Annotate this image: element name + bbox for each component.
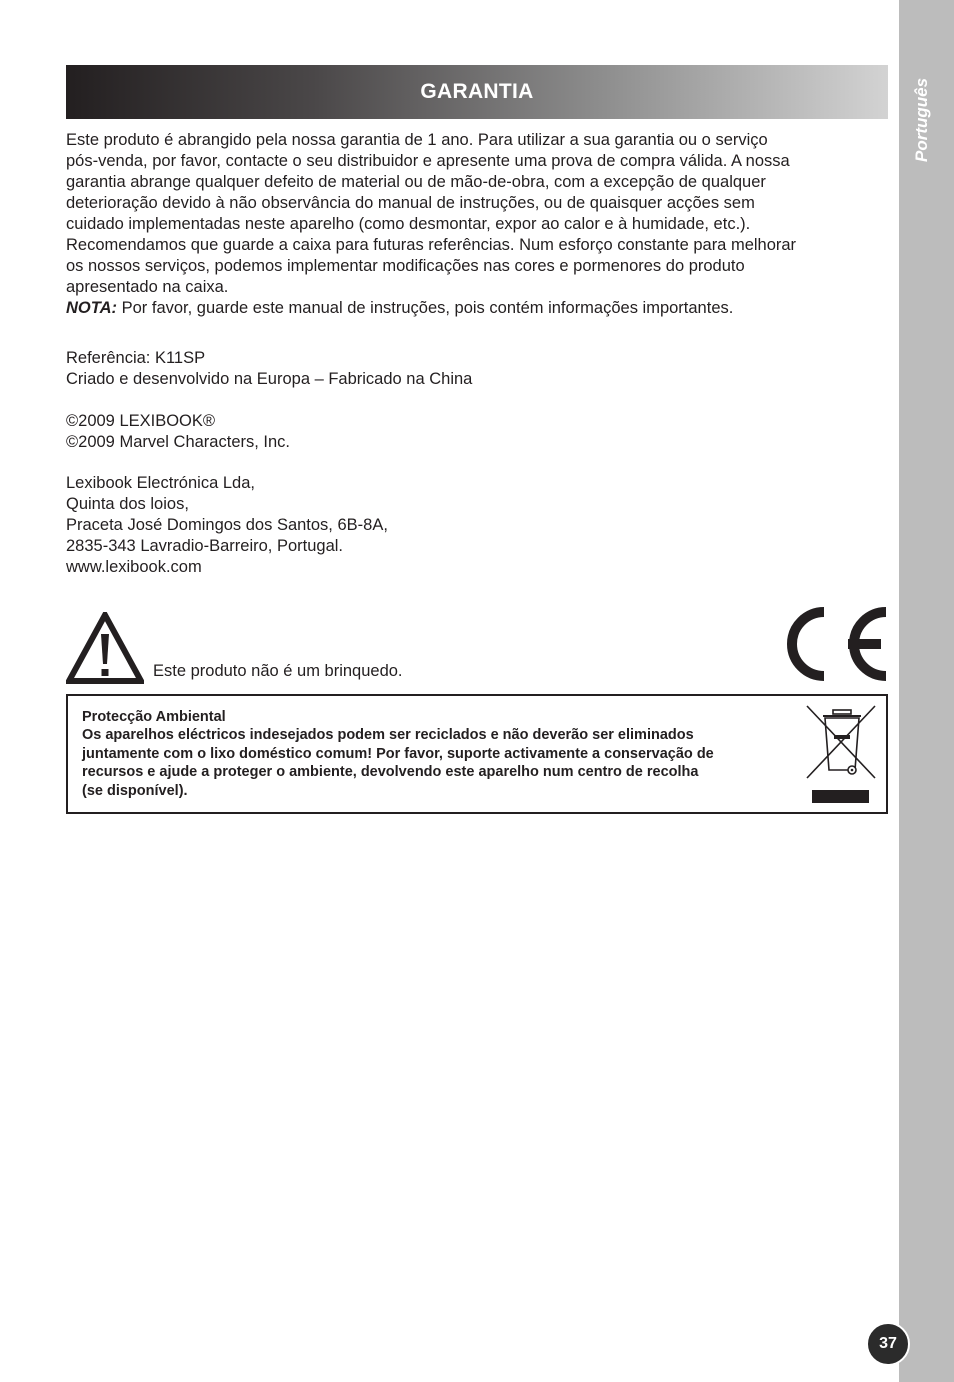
address-line: Quinta dos loios, <box>66 495 189 513</box>
address-line: Lexibook Electrónica Lda, <box>66 474 255 492</box>
page-number: 37 <box>866 1322 910 1366</box>
warning-triangle-icon <box>66 612 144 684</box>
copyright-line: ©2009 LEXIBOOK® <box>66 412 216 430</box>
note-text: Por favor, guarde este manual de instruções, pois contém informações importantes. <box>117 299 734 317</box>
environment-line: Os aparelhos eléctricos indesejados podem ser reciclados e não deverão ser eliminados <box>82 727 694 744</box>
reference-block <box>66 348 472 390</box>
warning-text: Este produto não é um brinquedo. <box>153 662 403 680</box>
warranty-line: pós-venda, por favor, contacte o seu distribuidor e apresente uma prova de compra válida. A nossa <box>66 152 790 170</box>
warranty-line: cuidado implementadas neste aparelho (como desmontar, expor ao calor e à humidade, etc.). <box>66 215 751 233</box>
model-reference: Referência: K11SP <box>66 349 206 367</box>
address-line: Praceta José Domingos dos Santos, 6B-8A, <box>66 516 388 534</box>
warranty-line: Recomendamos que guarde a caixa para futuras referências. Num esforço constante para melhorar <box>66 236 797 254</box>
environment-notice <box>66 694 888 814</box>
copyright-line: ©2009 Marvel Characters, Inc. <box>66 433 290 451</box>
environment-line: recursos e ajude a proteger o ambiente, devolvendo este aparelho num centro de recolha <box>82 764 699 781</box>
warranty-line: garantia abrange qualquer defeito de material ou de mão-de-obra, com a excepção de qualquer <box>66 173 766 191</box>
environment-line: (se disponível). <box>82 782 188 799</box>
warranty-line: deterioração devido à não observância do manual de instruções, ou de quaisquer acções sem <box>66 194 755 212</box>
environment-line: juntamente com o lixo doméstico comum! Por favor, suporte activamente a conservação de <box>82 745 714 762</box>
environment-title: Protecção Ambiental <box>82 709 226 725</box>
copyright-block <box>66 411 290 453</box>
website-link[interactable]: www.lexibook.com <box>66 558 202 576</box>
crossed-out-bin-icon <box>805 704 879 780</box>
section-header <box>66 65 888 119</box>
side-language-tab <box>899 0 954 1382</box>
section-title: GARANTIA <box>420 80 534 103</box>
side-language-label: Português <box>912 77 931 162</box>
note-line <box>66 298 881 319</box>
origin-text: Criado e desenvolvido na Europa – Fabricado na China <box>66 370 473 388</box>
ce-mark-icon <box>776 604 888 684</box>
environment-text <box>82 708 792 800</box>
address-line: 2835-343 Lavradio-Barreiro, Portugal. <box>66 537 343 555</box>
warranty-line: apresentado na caixa. <box>66 278 229 296</box>
warranty-line: os nossos serviços, podemos implementar modificações nas cores e pormenores do produto <box>66 257 745 275</box>
warranty-text <box>66 130 881 319</box>
note-label: NOTA: <box>66 299 118 317</box>
bin-underline-bar <box>812 790 869 803</box>
warranty-line: Este produto é abrangido pela nossa garantia de 1 ano. Para utilizar a sua garantia ou o serviço <box>66 131 768 149</box>
address-block <box>66 473 388 578</box>
